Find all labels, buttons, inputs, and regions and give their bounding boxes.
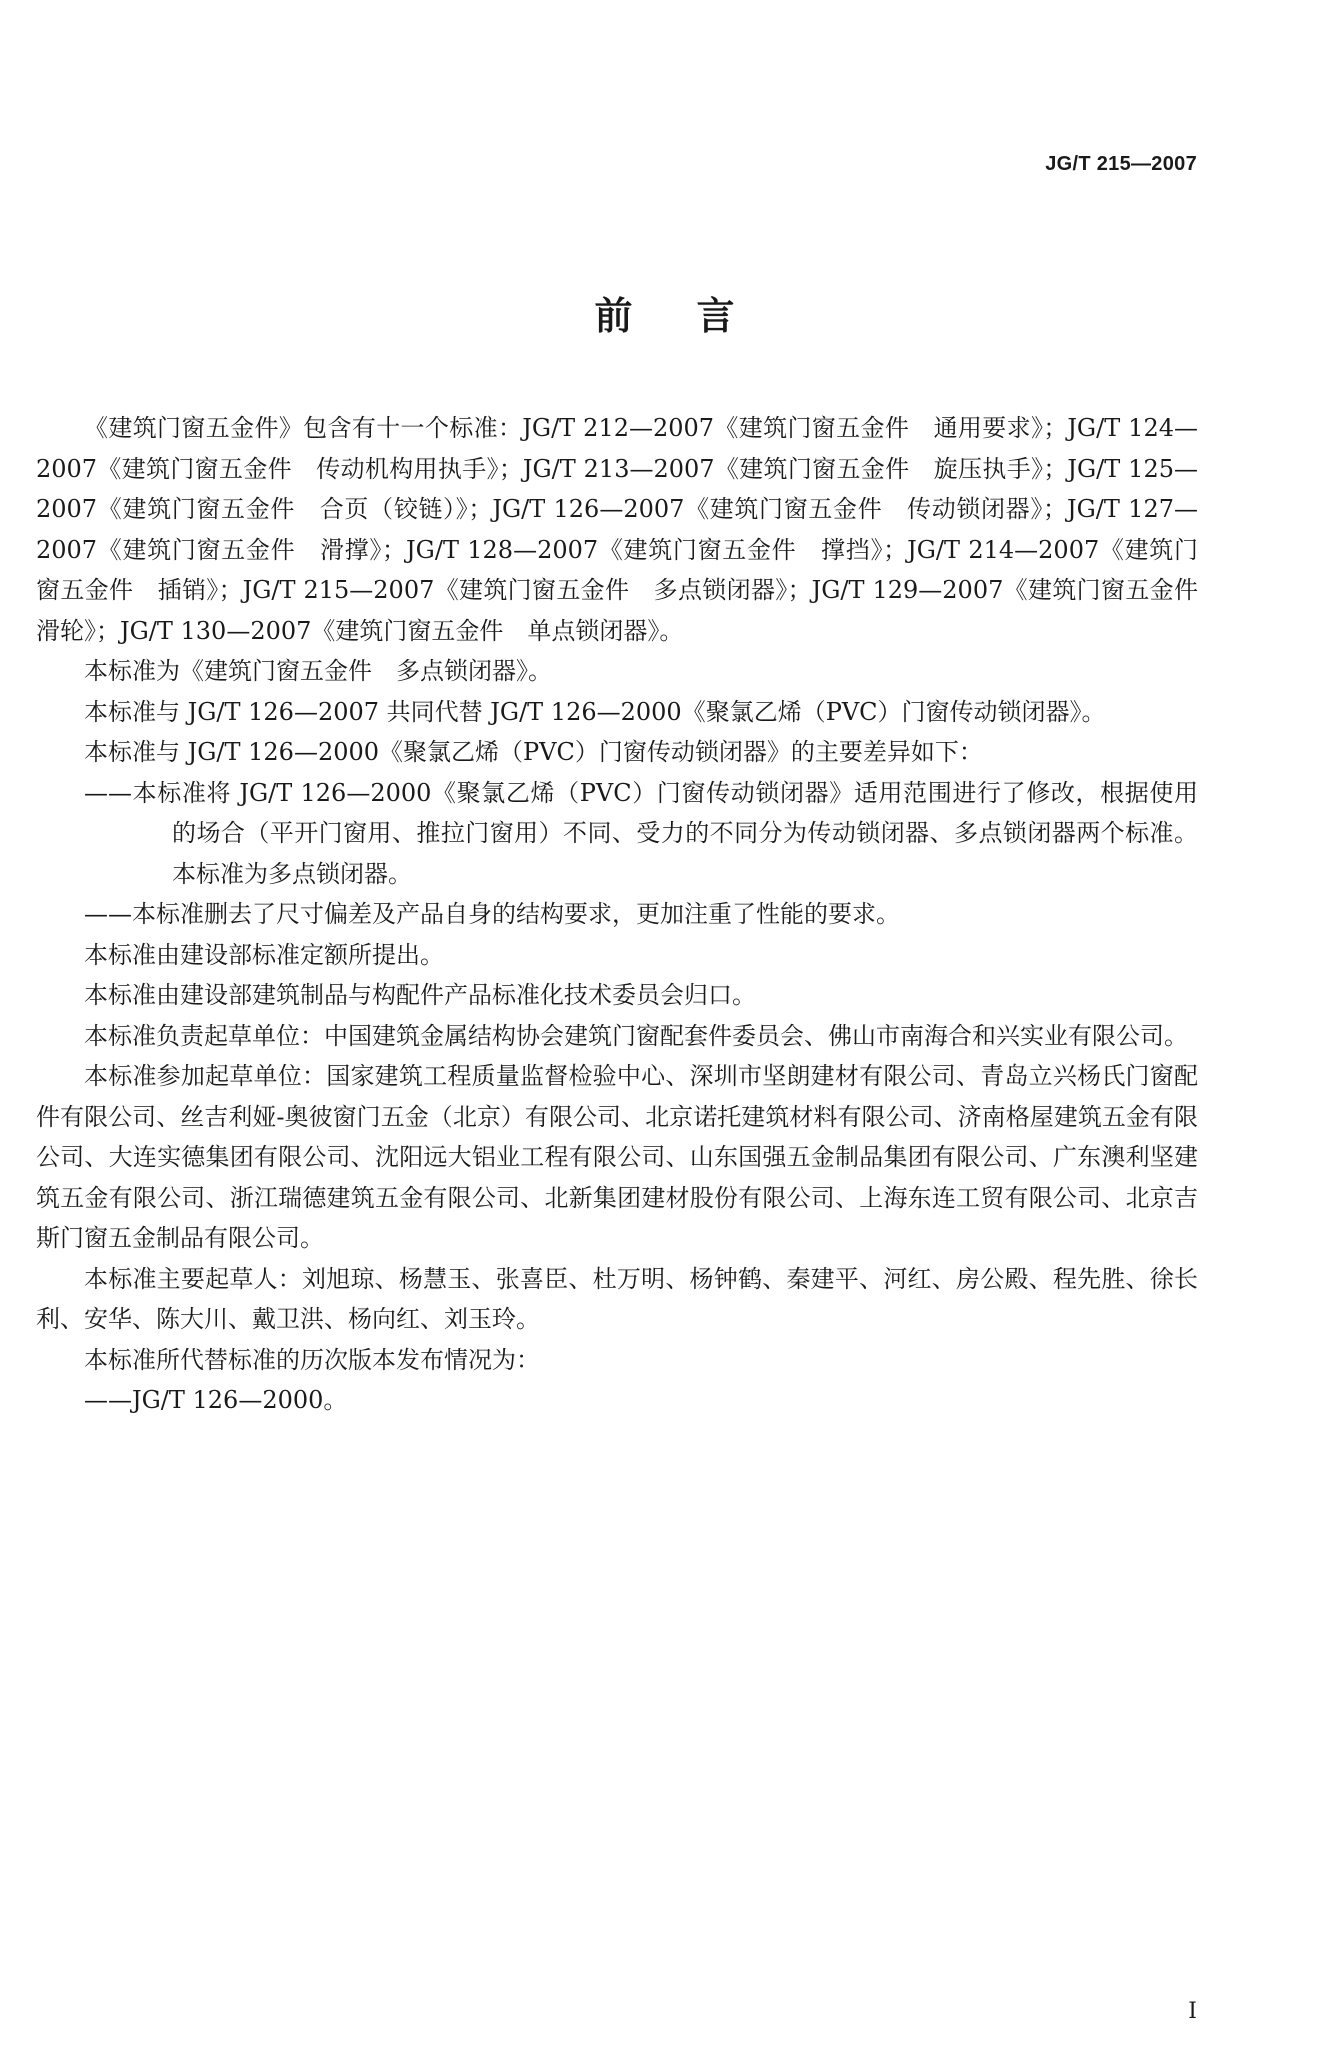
difference-item [36, 773, 1198, 895]
history-item [36, 1380, 1198, 1421]
paragraph-series-list: 《建筑门窗五金件》包含有十一个标准：JG/T 212—2007《建筑门窗五金件 通用要求》；JG/T 124—2007《建筑门窗五金件 传动机构用执手》；JG/T 213—2007《建筑门窗五金件 旋压执手》；JG/T 125—2007《建筑门窗五金件 合页（铰链）》；JG/T 126—2007《建筑门窗五金件 传动锁闭器》；JG/T 127—2007《建筑门窗五金件 滑撑》；JG/T 128—2007《建筑门窗五金件 撑挡》；JG/T 214—2007《建筑门窗五金件 插销》；JG/T 215—2007《建筑门窗五金件 多点锁闭器》；JG/T 129—2007《建筑门窗五金件 滑轮》；JG/T 130—2007《建筑门窗五金件 单点锁闭器》。 [36, 414, 1222, 645]
page-number: I [1188, 1999, 1197, 2024]
paragraph-proposer: 本标准由建设部标准定额所提出。 [84, 940, 444, 969]
difference-item [36, 894, 1198, 935]
paragraph-participating-drafters: 本标准参加起草单位：国家建筑工程质量监督检验中心、深圳市坚朗建材有限公司、青岛立兴杨氏门窗配件有限公司、丝吉利娅-奥彼窗门五金（北京）有限公司、北京诺托建筑材料有限公司、济南格屋建筑五金有限公司、大连实德集团有限公司、沈阳远大铝业工程有限公司、山东国强五金制品集团有限公司、广东澳利坚建筑五金有限公司、浙江瑞德建筑五金有限公司、北新集团建材股份有限公司、上海东连工贸有限公司、北京吉斯门窗五金制品有限公司。 [36, 1062, 1198, 1252]
paragraph-administrator: 本标准由建设部建筑制品与构配件产品标准化技术委员会归口。 [84, 981, 756, 1009]
difference-item-text: ——本标准将 JG/T 126—2000《聚氯乙烯（PVC）门窗传动锁闭器》适用范围进行了修改，根据使用的场合（平开门窗用、推拉门窗用）不同、受力的不同分为传动锁闭器、多点锁闭器两个标准。本标准为多点锁闭器。 [84, 778, 1198, 888]
paragraph-differences-intro: 本标准与 JG/T 126—2000《聚氯乙烯（PVC）门窗传动锁闭器》的主要差异如下： [84, 738, 983, 766]
foreword-body [36, 408, 1222, 1421]
paragraph-replaces: 本标准与 JG/T 126—2007 共同代替 JG/T 126—2000《聚氯乙烯（PVC）门窗传动锁闭器》。 [84, 697, 1106, 726]
paragraph-history-intro: 本标准所代替标准的历次版本发布情况为： [84, 1345, 540, 1374]
standard-code: JG/T 215—2007 [1045, 153, 1197, 175]
paragraph-lead-drafter: 本标准负责起草单位：中国建筑金属结构协会建筑门窗配套件委员会、佛山市南海合和兴实业有限公司。 [84, 1021, 1188, 1050]
page-title: 前言 [594, 294, 799, 338]
difference-item-text: ——本标准删去了尺寸偏差及产品自身的结构要求，更加注重了性能的要求。 [84, 900, 900, 928]
paragraph-standard-name: 本标准为《建筑门窗五金件 多点锁闭器》。 [84, 657, 552, 685]
history-item-text: ——JG/T 126—2000。 [84, 1386, 348, 1414]
paragraph-main-drafters: 本标准主要起草人：刘旭琼、杨慧玉、张喜臣、杜万明、杨钟鹤、秦建平、河红、房公殿、程先胜、徐长利、安华、陈大川、戴卫洪、杨向红、刘玉玲。 [36, 1264, 1198, 1333]
